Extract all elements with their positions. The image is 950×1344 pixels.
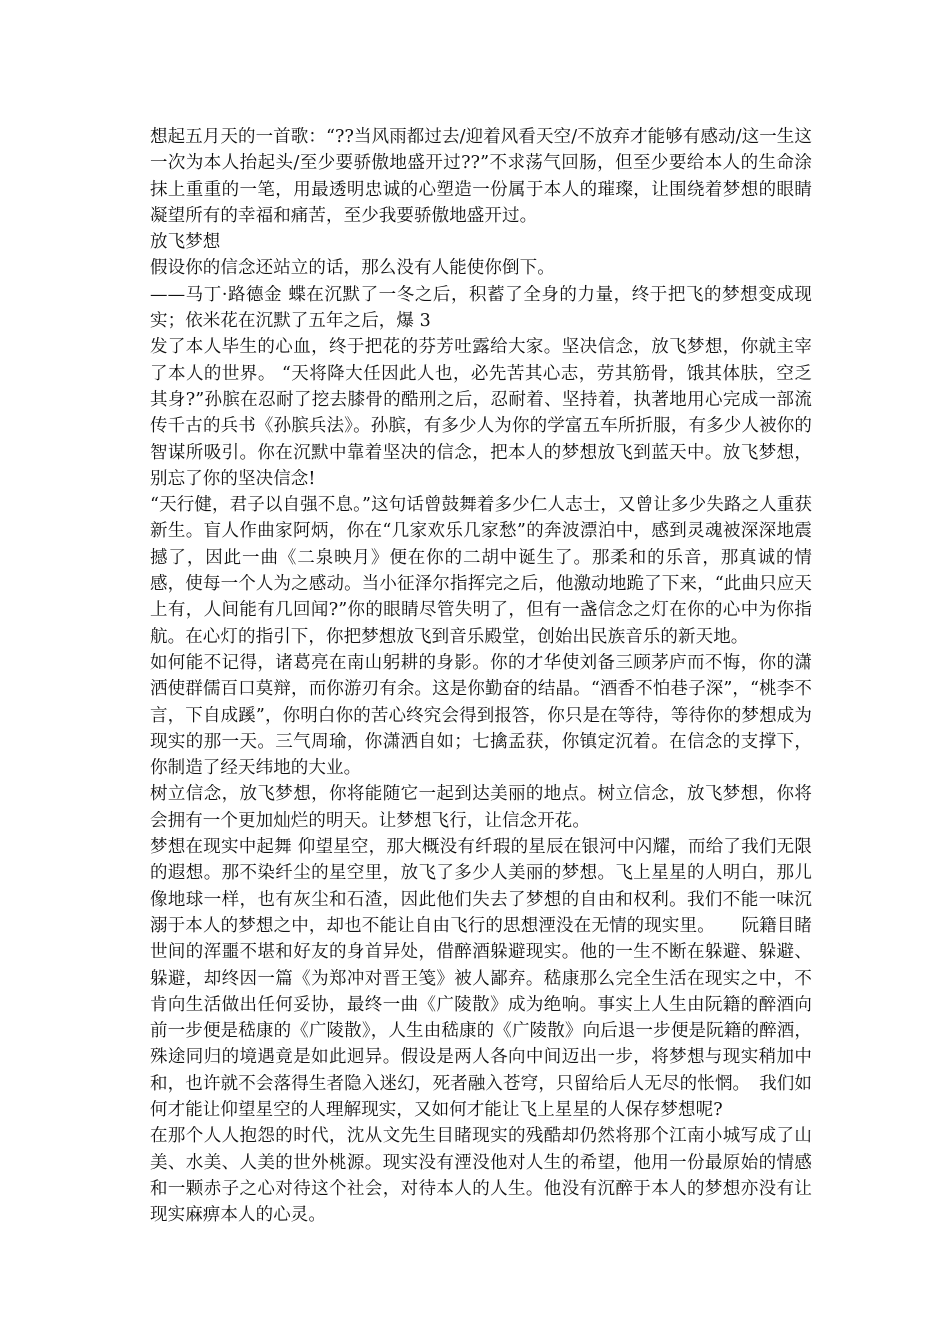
paragraph-zhuge-liang: 如何能不记得，诸葛亮在南山躬耕的身影。你的才华使刘备三顾茅庐而不悔，你的潇洒使群儒百口莫辩，而你游刃有余。这是你勤奋的结晶。“酒香不怕巷子深”，“桃李不言，下自成蹊”，你明白你的苦心终究会得到报答，你只是在等待，等待你的梦想成为现实的那一天。三气周瑜，你潇洒自如；七擒孟获，你镇定沉着。在信念的支撑下，你制造了经天纬地的大业。 [150, 652, 812, 779]
section-heading: 放飞梦想 [150, 232, 221, 253]
paragraph-attribution: ——马丁·路德金 蝶在沉默了一冬之后，积蓄了全身的力量，终于把飞的梦想变成现实；依米花在沉默了五年之后，爆 3 [150, 284, 812, 332]
paragraph-a-bing: “天行健，君子以自强不息。”这句话曾鼓舞着多少仁人志士，又曾让多少失路之人重获新生。盲人作曲家阿炳，你在“几家欢乐几家愁”的奔波漂泊中，感到灵魂被深深地震撼了，因此一曲《二泉映月》便在你的二胡中诞生了。那柔和的乐音，那真诚的情感，使每一个人为之感动。当小征泽尔指挥完之后，他激动地跪了下来，“此曲只应天上有，人间能有几回闻?”你的眼睛尽管失明了，但有一盏信念之灯在你的心中为你指航。在心灯的指引下，你把梦想放飞到音乐殿堂，创始出民族音乐的新天地。 [150, 495, 812, 647]
paragraph-shen-congwen: 在那个人人抱怨的时代，沈从文先生目睹现实的残酷却仍然将那个江南小城写成了山美、水美、人美的世外桃源。现实没有湮没他对人生的希望，他用一份最原始的情感和一颗赤子之心对待这个社会，对待本人的人生。他没有沉醉于本人的梦想亦没有让现实麻痹本人的心灵。 [150, 1126, 812, 1226]
paragraph-quote: 假设你的信念还站立的话，那么没有人能使你倒下。 [150, 258, 555, 279]
paragraph-dream-reality: 梦想在现实中起舞 仰望星空，那大概没有纤瑕的星辰在银河中闪耀，而给了我们无限的遐想。那不染纤尘的星空里，放飞了多少人美丽的梦想。飞上星星的人明白，那儿像地球一样，也有灰尘和石渣，因此他们失去了梦想的自由和权利。我们不能一味沉溺于本人的梦想之中，却也不能让自由飞行的思想湮没在无情的现实里。 阮籍目睹世间的浑噩不堪和好友的身首异处，借醉酒躲避现实。他的一生不断在躲避、躲避、躲避，却终因一篇《为郑冲对晋王笺》被人鄙弃。嵇康那么完全生活在现实之中，不肯向生活做出任何妥协，最终一曲《广陵散》成为绝响。事实上人生由阮籍的醉酒向前一步便是嵇康的《广陵散》，人生由嵇康的《广陵散》向后退一步便是阮籍的醉酒，殊途同归的境遇竟是如此迥异。假设是两人各向中间迈出一步，将梦想与现实稍加中和，也许就不会落得生者隐入迷幻，死者融入苍穹，只留给后人无尽的怅惘。 我们如何才能让仰望星空的人理解现实，又如何才能让飞上星星的人保存梦想呢? [150, 837, 812, 1120]
document-body [150, 124, 812, 1228]
paragraph-sun-bin: 发了本人毕生的心血，终于把花的芬芳吐露给大家。坚决信念，放飞梦想，你就主宰了本人的世界。 “天将降大任因此人也，必先苦其心志，劳其筋骨，饿其体肤，空乏其身?”孙膑在忍耐了挖去膝骨的酷刑之后，忍耐着、坚持着，执著地用心完成一部流传千古的兵书《孙膑兵法》。孙膑，有多少人为你的学富五车所折服，有多少人被你的智谋所吸引。你在沉默中靠着坚决的信念，把本人的梦想放飞到蓝天中。放飞梦想，别忘了你的坚决信念! [150, 337, 812, 489]
paragraph-mayday-song: 想起五月天的一首歌：“??当风雨都过去/迎着风看天空/不放弃才能够有感动/这一生这一次为本人抬起头/至少要骄傲地盛开过??”不求荡气回肠，但至少要给本人的生命涂抹上重重的一笔，用最透明忠诚的心塑造一份属于本人的璀璨，让围绕着梦想的眼睛凝望所有的幸福和痛苦，至少我要骄傲地盛开过。 [150, 127, 812, 226]
paragraph-belief: 树立信念，放飞梦想，你将能随它一起到达美丽的地点。树立信念，放飞梦想，你将会拥有一个更加灿烂的明天。让梦想飞行，让信念开花。 [150, 784, 812, 831]
